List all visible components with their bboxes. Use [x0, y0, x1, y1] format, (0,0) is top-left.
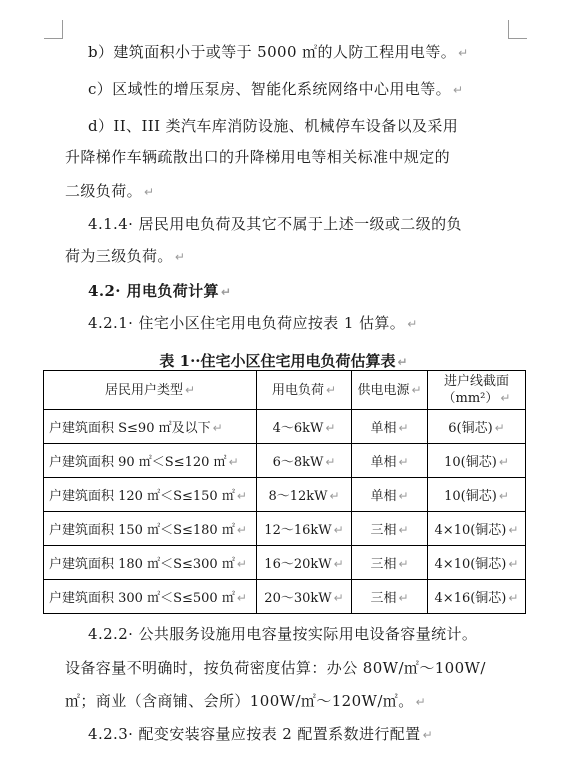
table-cell: 单相 ↵ — [352, 444, 428, 478]
table-cell: 10(铜芯) ↵ — [428, 444, 526, 478]
table-cell: 4×16(铜芯) ↵ — [428, 580, 526, 614]
table-cell: 10(铜芯) ↵ — [428, 478, 526, 512]
paragraph-mark-icon: ↵ — [508, 591, 519, 605]
table-cell: 户建筑面积 180 ㎡＜S≤300 ㎡ ↵ — [44, 546, 257, 580]
table-cell: 单相 ↵ — [352, 478, 428, 512]
table-cell: 户建筑面积 120 ㎡＜S≤150 ㎡ ↵ — [44, 478, 257, 512]
paragraph-mark-icon: ↵ — [398, 421, 409, 435]
table-cell: 户建筑面积 300 ㎡＜S≤500 ㎡ ↵ — [44, 580, 257, 614]
paragraph-mark-icon: ↵ — [329, 489, 340, 503]
section-4-1-4-line-1: 4.1.4· 居民用电负荷及其它不属于上述一级或二级的负 — [88, 215, 462, 233]
header-cell: 居民用户类型 ↵ — [44, 371, 257, 410]
table-cell: 16～20kW ↵ — [257, 546, 352, 580]
table-cell: 户建筑面积 S≤90 ㎡及以下 ↵ — [44, 410, 257, 444]
table-cell: 三相 ↵ — [352, 512, 428, 546]
section-heading-4-2: 4.2· 用电负荷计算 ↵ — [88, 282, 232, 300]
paragraph-mark-icon: ↵ — [453, 83, 464, 97]
paragraph-mark-icon: ↵ — [325, 421, 336, 435]
table-row — [44, 580, 526, 614]
table-row — [44, 546, 526, 580]
paragraph-item-c: c）区域性的增压泵房、智能化系统网络中心用电等。 ↵ — [88, 80, 464, 98]
table-row — [44, 478, 526, 512]
table-cell: 三相 ↵ — [352, 580, 428, 614]
paragraph-mark-icon: ↵ — [398, 455, 409, 469]
paragraph-mark-icon: ↵ — [184, 382, 196, 397]
paragraph-mark-icon: ↵ — [398, 557, 409, 571]
paragraph-mark-icon: ↵ — [398, 489, 409, 503]
load-estimate-table — [43, 370, 526, 614]
table-cell: 12～16kW ↵ — [257, 512, 352, 546]
paragraph-mark-icon: ↵ — [398, 523, 409, 537]
section-4-2-2-line-2: 设备容量不明确时，按负荷密度估算：办公 80W/㎡～100W/ — [65, 659, 486, 677]
paragraph-mark-icon: ↵ — [228, 455, 239, 469]
paragraph-mark-icon: ↵ — [333, 523, 344, 537]
table-cell: 20～30kW ↵ — [257, 580, 352, 614]
page-corner-top-right — [508, 20, 527, 39]
paragraph-mark-icon: ↵ — [508, 557, 519, 571]
section-4-2-3: 4.2.3· 配变安装容量应按表 2 配置系数进行配置 ↵ — [88, 725, 434, 743]
table-cell: 4×10(铜芯) ↵ — [428, 546, 526, 580]
paragraph-mark-icon: ↵ — [398, 591, 409, 605]
paragraph-mark-icon: ↵ — [458, 46, 469, 60]
paragraph-mark-icon: ↵ — [220, 285, 232, 299]
paragraph-mark-icon: ↵ — [333, 557, 344, 571]
table-row — [44, 444, 526, 478]
paragraph-mark-icon: ↵ — [333, 591, 344, 605]
table-cell: 6～8kW ↵ — [257, 444, 352, 478]
table-cell: 户建筑面积 150 ㎡＜S≤180 ㎡ ↵ — [44, 512, 257, 546]
paragraph-mark-icon: ↵ — [494, 421, 505, 435]
table-cell: 三相 ↵ — [352, 546, 428, 580]
table-cell: 单相 ↵ — [352, 410, 428, 444]
paragraph-mark-icon: ↵ — [411, 382, 422, 397]
paragraph-mark-icon: ↵ — [236, 557, 247, 571]
paragraph-mark-icon: ↵ — [236, 489, 247, 503]
table-cell: 户建筑面积 90 ㎡＜S≤120 ㎡ ↵ — [44, 444, 257, 478]
paragraph-mark-icon: ↵ — [325, 455, 336, 469]
paragraph-mark-icon: ↵ — [236, 523, 247, 537]
table-header-row — [44, 371, 526, 410]
paragraph-mark-icon: ↵ — [422, 728, 434, 742]
paragraph-item-d-line-3: 二级负荷。 ↵ — [65, 182, 155, 200]
paragraph-mark-icon: ↵ — [236, 591, 247, 605]
table-cell: 4×10(铜芯) ↵ — [428, 512, 526, 546]
paragraph-item-d-line-1: d）II、III 类汽车库消防设施、机械停车设备以及采用 — [88, 117, 459, 135]
table-row — [44, 512, 526, 546]
section-4-2-2-line-1: 4.2.2· 公共服务设施用电容量按实际用电设备容量统计。 — [88, 625, 478, 643]
paragraph-mark-icon: ↵ — [144, 185, 155, 199]
paragraph-mark-icon: ↵ — [500, 390, 511, 405]
paragraph-mark-icon: ↵ — [415, 695, 427, 709]
paragraph-mark-icon: ↵ — [174, 250, 186, 264]
table-caption: 表 1··住宅小区住宅用电负荷估算表 ↵ — [159, 352, 408, 370]
table-row — [44, 410, 526, 444]
paragraph-item-d-line-2: 升降梯作车辆疏散出口的升降梯用电等相关标准中规定的 — [65, 148, 451, 166]
paragraph-item-b: b）建筑面积小于或等于 5000 ㎡的人防工程用电等。 ↵ — [88, 43, 469, 61]
table-cell: 4～6kW ↵ — [257, 410, 352, 444]
header-cell: 供电电源 ↵ — [352, 371, 428, 410]
paragraph-mark-icon: ↵ — [508, 523, 519, 537]
section-4-1-4-line-2: 荷为三级负荷。 ↵ — [65, 247, 186, 265]
table-cell: 8～12kW ↵ — [257, 478, 352, 512]
header-cell: 用电负荷 ↵ — [257, 371, 352, 410]
paragraph-mark-icon: ↵ — [397, 355, 408, 369]
paragraph-mark-icon: ↵ — [498, 489, 509, 503]
table-cell: 6(铜芯) ↵ — [428, 410, 526, 444]
paragraph-mark-icon: ↵ — [407, 317, 418, 331]
paragraph-mark-icon: ↵ — [212, 421, 223, 435]
page-corner-top-left — [44, 20, 63, 39]
paragraph-mark-icon: ↵ — [498, 455, 509, 469]
paragraph-mark-icon: ↵ — [325, 382, 337, 397]
header-cell: 进户线截面（mm²） ↵ — [428, 371, 526, 410]
section-4-2-2-line-3: ㎡；商业（含商铺、会所）100W/㎡～120W/㎡。 ↵ — [65, 692, 427, 710]
section-4-2-1: 4.2.1· 住宅小区住宅用电负荷应按表 1 估算。 ↵ — [88, 314, 418, 332]
